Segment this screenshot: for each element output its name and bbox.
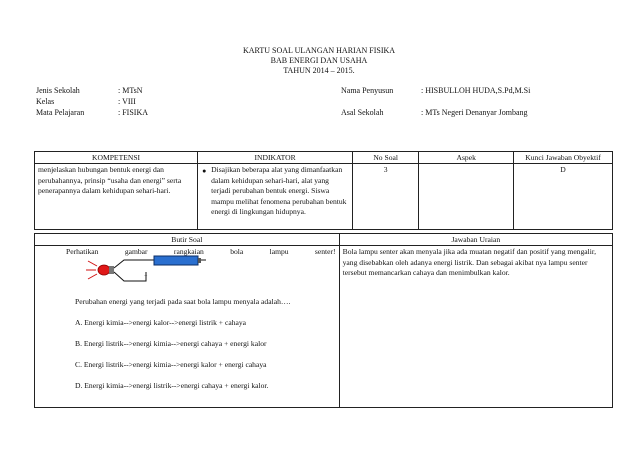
circuit-figure	[84, 254, 214, 286]
title-line-3: TAHUN 2014 – 2015.	[283, 66, 355, 75]
jenis-sekolah-value: : MTsN	[118, 86, 143, 95]
no-soal-value: 3	[353, 164, 419, 230]
lamp-rays-icon	[86, 261, 97, 279]
battery-sign: +	[144, 274, 148, 280]
indikator-text: Disajikan beberapa alat yang dimanfaatkan dalam kehidupan sehari-hari, alat yang terjadi perubahan bentuk energi. Siswa mampu melihat fenomena perubahan bentuk energi di lingkungan hidupnya.	[211, 165, 347, 216]
aspek-value	[419, 164, 514, 230]
title-line-2: BAB ENERGI DAN USAHA	[270, 56, 368, 65]
option-d: D. Energi kimia-->energi listrik-->energi cahaya + energi kalor.	[75, 381, 269, 390]
header-no-soal: No Soal	[353, 152, 419, 164]
jenis-sekolah-label: Jenis Sekolah	[36, 86, 80, 95]
header-kompetensi: KOMPETENSI	[35, 152, 198, 164]
option-b: B. Energi listrik-->energi kimia-->energi cahaya + energi kalor	[75, 339, 267, 348]
penyusun-label: Nama Penyusun	[341, 86, 394, 95]
jawaban-uraian-text: Bola lampu senter akan menyala jika ada muatan negatif dan positif yang mengalir, yang disebabkan oleh adanya energi listrik. Dan sebagai akibat nya lampu senter tersebut memancarkan cahaya dan menimbulkan kalor.	[339, 246, 612, 408]
prompt-word: Perhatikan	[66, 247, 99, 256]
kelas-value: : VIII	[118, 97, 136, 106]
header-aspek: Aspek	[419, 152, 514, 164]
kunci-value: D	[514, 164, 613, 230]
kompetensi-table	[34, 151, 613, 230]
mapel-value: : FISIKA	[118, 108, 149, 117]
kompetensi-text: menjelaskan hubungan bentuk energi dan perubahannya, prinsip “usaha dan energi” serta penerapannya dalam kehidupan sehari-hari.	[35, 164, 198, 230]
asal-sekolah-label: Asal Sekolah	[341, 108, 384, 117]
header-butir-soal: Butir Soal	[35, 234, 340, 246]
header-jawaban-uraian: Jawaban Uraian	[339, 234, 612, 246]
title-line-1: KARTU SOAL ULANGAN HARIAN FISIKA	[242, 46, 396, 55]
header-kunci-jawaban: Kunci Jawaban Obyektif	[514, 152, 613, 164]
prompt-word: lampu	[269, 247, 289, 256]
circuit-wire	[114, 272, 146, 281]
indikator-cell	[198, 164, 353, 230]
lamp-socket	[109, 266, 114, 274]
prompt-word: bola	[230, 247, 244, 256]
option-a: A. Energi kimia-->energi kalor-->energi listrik + cahaya	[75, 318, 247, 327]
mapel-label: Mata Pelajaran	[36, 108, 85, 117]
header-indikator: INDIKATOR	[198, 152, 353, 164]
kelas-label: Kelas	[36, 97, 55, 106]
prompt-word: rangkaian	[173, 247, 204, 256]
prompt-word: gambar	[124, 247, 148, 256]
lamp-bulb-icon	[98, 265, 110, 275]
battery-icon	[154, 256, 198, 265]
prompt-word: senter!	[314, 247, 336, 256]
battery-terminal	[198, 258, 201, 263]
asal-sekolah-value: : MTs Negeri Denanyar Jombang	[421, 108, 528, 117]
circuit-wire	[114, 260, 154, 268]
penyusun-value: : HISBULLOH HUDA,S.Pd,M.Si	[421, 86, 531, 95]
bullet-icon: ●	[202, 167, 207, 175]
question-text: Perubahan energi yang terjadi pada saat bola lampu menyala adalah….	[75, 297, 291, 306]
option-c: C. Energi listrik-->energi kimia-->energi kalor + energi cahaya	[75, 360, 267, 369]
